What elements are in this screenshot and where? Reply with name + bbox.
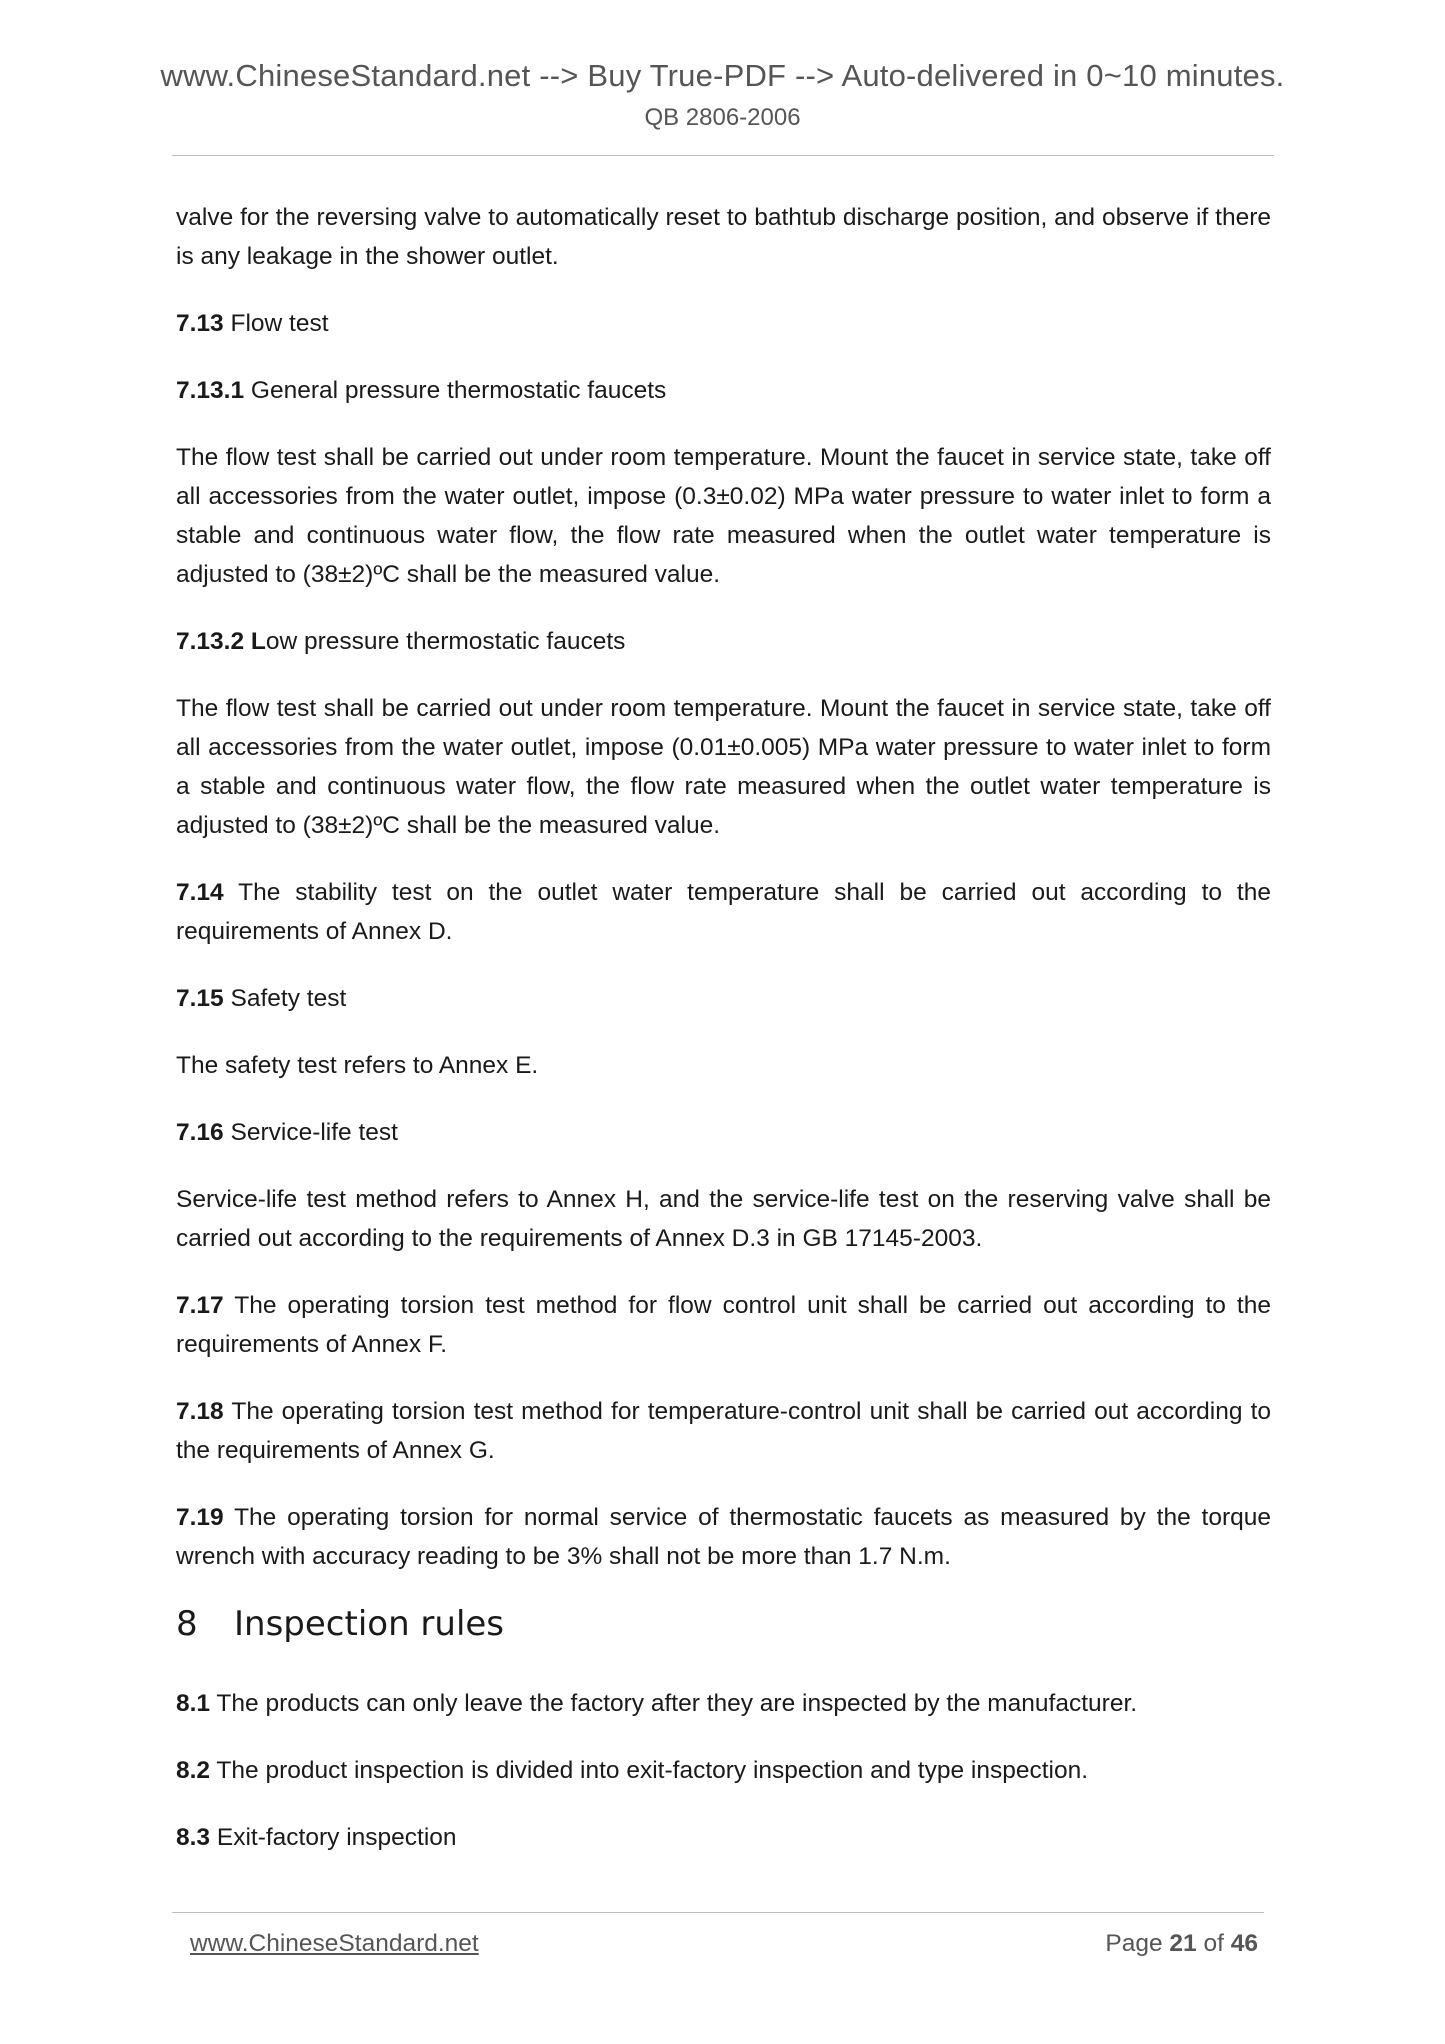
clause-7-16 [176, 1113, 1271, 1152]
clause-number: 7.17 [176, 1292, 224, 1319]
page-prefix: Page [1105, 1930, 1170, 1957]
paragraph-7-15: The safety test refers to Annex E. [176, 1052, 539, 1079]
clause-title: General pressure thermostatic faucets [244, 377, 667, 404]
clause-number: 8.1 [176, 1690, 211, 1717]
clause-number: 7.15 [176, 985, 224, 1012]
header-banner-text: www.ChineseStandard.net --> Buy True-PDF --> Auto-delivered in 0~10 minutes. [160, 58, 1285, 93]
clause-text: The stability test on the outlet water temperature shall be carried out according to the requirements of Annex D. [176, 879, 1271, 945]
clause-text: The operating torsion test method for temperature-control unit shall be carried out according to the requirements of Annex G. [176, 1398, 1271, 1464]
page-number: 21 [1169, 1930, 1197, 1957]
clause-text: The operating torsion test method for flow control unit shall be carried out according to the requirements of Annex F. [176, 1292, 1271, 1358]
paragraph-7-13-2: The flow test shall be carried out under room temperature. Mount the faucet in service state, take off all accessories from the water outlet, impose (0.01±0.005) MPa water pressure to water inlet to form a stable and continuous water flow, the flow rate measured when the outlet water temperature is adjusted to (38±2)ºC shall be the measured value. [176, 695, 1271, 839]
clause-text: The products can only leave the factory after they are inspected by the manufacturer. [210, 1690, 1138, 1717]
page-total: 46 [1230, 1930, 1258, 1957]
clause-7-13 [176, 304, 1271, 343]
clause-number: 7.13.1 [176, 377, 245, 404]
clause-8-2 [176, 1751, 1271, 1790]
clause-number: 7.13 [176, 310, 224, 337]
clause-7-14 [176, 873, 1271, 951]
clause-title: ow pressure thermostatic faucets [265, 628, 626, 655]
section-number: 8 [176, 1604, 198, 1644]
clause-text: The operating torsion for normal service of thermostatic faucets as measured by the torque wrench with accuracy reading to be 3% shall not be more than 1.7 N.m. [176, 1504, 1271, 1570]
clause-number: 7.16 [176, 1119, 224, 1146]
clause-7-18 [176, 1392, 1271, 1470]
section-8-heading [176, 1604, 1271, 1644]
clause-title: Exit-factory inspection [210, 1824, 457, 1851]
page-footer [190, 1930, 1258, 1958]
clause-title: Service-life test [223, 1119, 398, 1146]
clause-7-13-2 [176, 622, 1271, 661]
clause-number: 8.3 [176, 1824, 211, 1851]
header-divider [172, 155, 1274, 156]
footer-site-link[interactable]: www.ChineseStandard.net [190, 1930, 479, 1957]
clause-number: 7.14 [176, 879, 224, 906]
clause-title: Flow test [223, 310, 329, 337]
clause-7-19 [176, 1498, 1271, 1576]
paragraph-7-16: Service-life test method refers to Annex H, and the service-life test on the reserving valve shall be carried out according to the requirements of Annex D.3 in GB 17145-2003. [176, 1186, 1271, 1252]
page-header [0, 58, 1445, 132]
clause-7-13-1 [176, 371, 1271, 410]
clause-number: 7.18 [176, 1398, 224, 1425]
clause-8-3 [176, 1818, 1271, 1857]
clause-title: Safety test [223, 985, 347, 1012]
clause-7-17 [176, 1286, 1271, 1364]
paragraph-7-13-1: The flow test shall be carried out under room temperature. Mount the faucet in service state, take off all accessories from the water outlet, impose (0.3±0.02) MPa water pressure to water inlet to form a stable and continuous water flow, the flow rate measured when the outlet water temperature is adjusted to (38±2)ºC shall be the measured value. [176, 444, 1271, 588]
clause-8-1 [176, 1684, 1271, 1723]
clause-7-15 [176, 979, 1271, 1018]
section-title: Inspection rules [234, 1604, 505, 1644]
standard-number: QB 2806-2006 [644, 104, 801, 131]
page-indicator [1105, 1930, 1258, 1958]
paragraph-continuation: valve for the reversing valve to automatically reset to bathtub discharge position, and observe if there is any leakage in the shower outlet. [176, 204, 1271, 270]
page-of: of [1196, 1930, 1231, 1957]
clause-number: 7.19 [176, 1504, 224, 1531]
clause-number: 8.2 [176, 1757, 211, 1784]
footer-divider [172, 1912, 1264, 1913]
clause-number: 7.13.2 L [176, 628, 266, 655]
clause-text: The product inspection is divided into exit-factory inspection and type inspection. [210, 1757, 1089, 1784]
document-body [176, 198, 1271, 1885]
